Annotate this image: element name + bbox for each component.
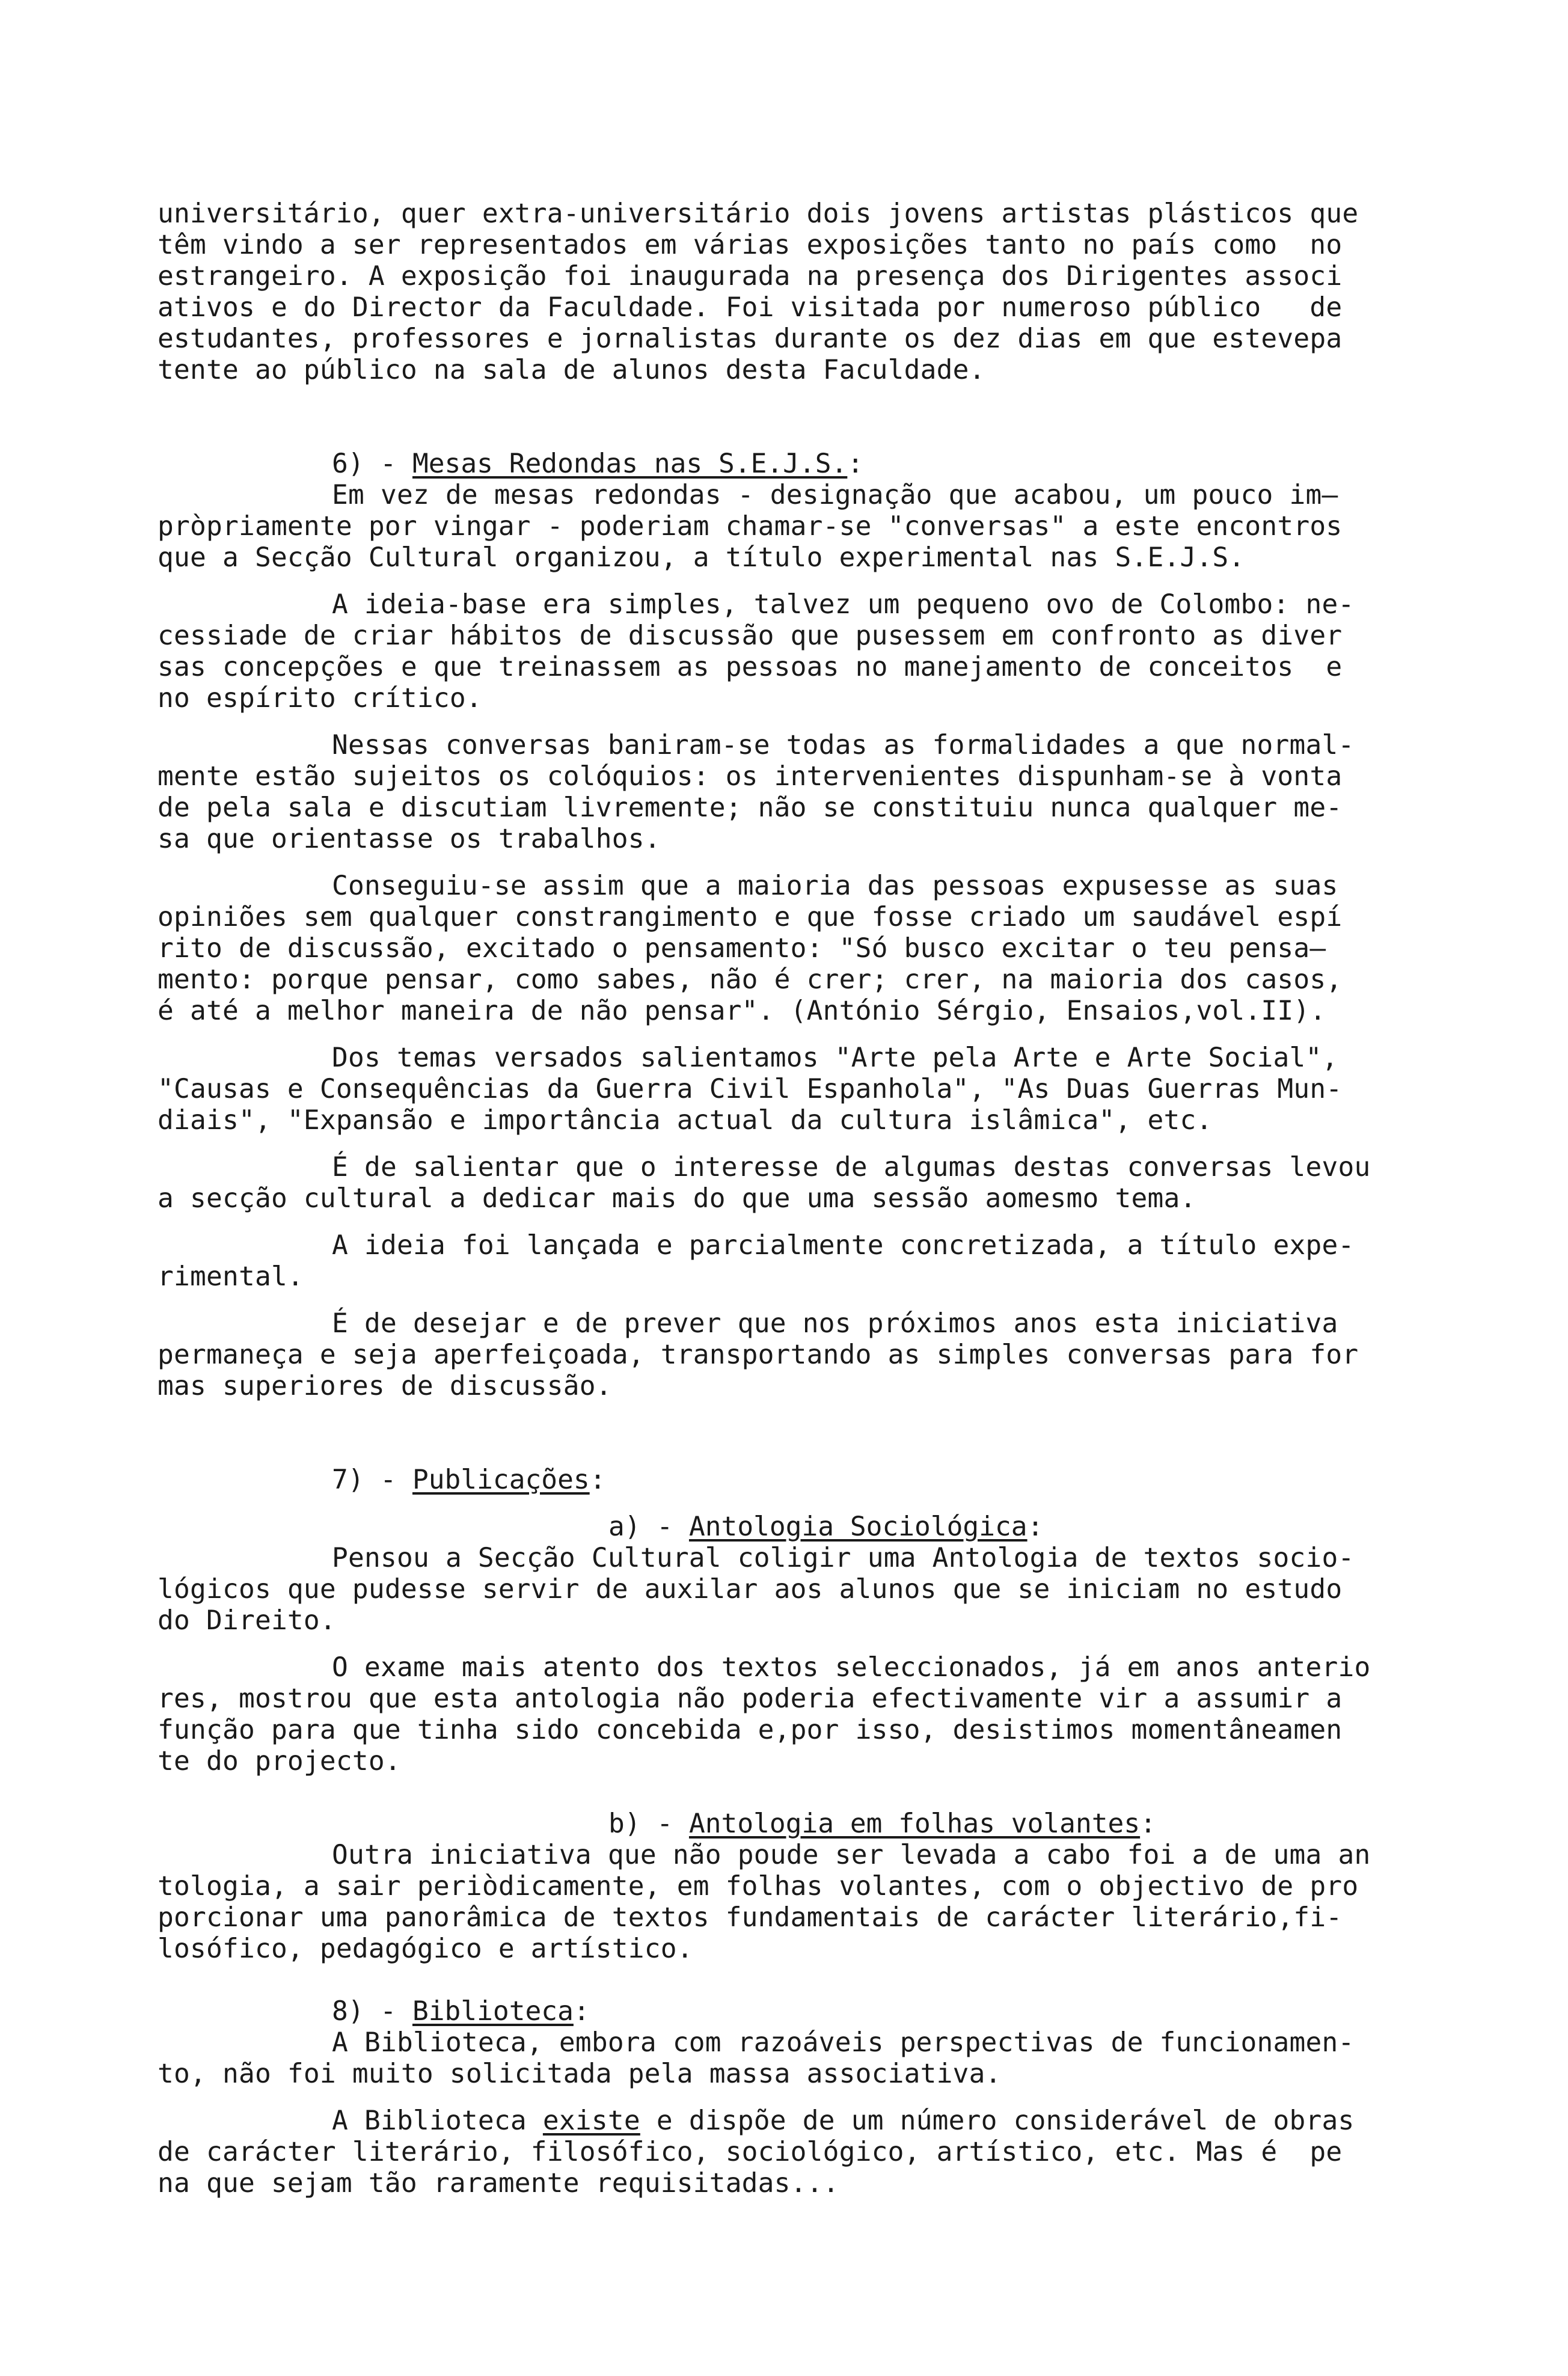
heading-colon: : bbox=[573, 1996, 590, 2027]
text-line: é até a melhor maneira de não pensar". (António Sérgio, Ensaios,vol.II). bbox=[158, 996, 1326, 1026]
paragraph bbox=[158, 1152, 1468, 1214]
text-line: res, mostrou que esta antologia não poderia efectivamente vir a assumir a bbox=[158, 1683, 1343, 1714]
text-line: do Direito. bbox=[158, 1605, 336, 1636]
text-line: no espírito crítico. bbox=[158, 683, 482, 714]
text-line: mas superiores de discussão. bbox=[158, 1371, 612, 1401]
text-line: estudantes, professores e jornalistas durante os dez dias em que estevepa bbox=[158, 323, 1343, 354]
heading-colon: : bbox=[1027, 1511, 1044, 1542]
text-line: mente estão sujeitos os colóquios: os intervenientes dispunham-se à vonta bbox=[158, 761, 1343, 792]
text-line: Dos temas versados salientamos "Arte pela Arte e Arte Social", bbox=[332, 1043, 1338, 1073]
text-line: sas concepções e que treinassem as pessoas no manejamento de conceitos e bbox=[158, 652, 1343, 682]
subsection-number: b) - bbox=[608, 1808, 689, 1839]
paragraph bbox=[158, 2105, 1468, 2199]
heading-colon: : bbox=[1140, 1808, 1156, 1839]
paragraph bbox=[158, 1043, 1468, 1136]
paragraph bbox=[158, 1308, 1468, 1402]
text-line: diais", "Expansão e importância actual da cultura islâmica", etc. bbox=[158, 1105, 1213, 1136]
underlined-word: existe bbox=[542, 2105, 640, 2136]
text-line: te do projecto. bbox=[158, 1746, 401, 1777]
subsection-b-heading bbox=[158, 1808, 1468, 1840]
text-line: cessiade de criar hábitos de discussão que pusessem em confronto as diver bbox=[158, 620, 1343, 651]
text-line: A ideia-base era simples, talvez um pequeno ovo de Colombo: ne- bbox=[332, 589, 1355, 620]
text-line: permaneça e seja aperfeiçoada, transportando as simples conversas para for bbox=[158, 1340, 1359, 1370]
text-line: função para que tinha sido concebida e,por isso, desistimos momentâneamen bbox=[158, 1715, 1343, 1745]
text-line: porcionar uma panorâmica de textos fundamentais de carácter literário,fi- bbox=[158, 1902, 1343, 1933]
document-page bbox=[158, 198, 1468, 2199]
section-title: Publicações bbox=[412, 1465, 590, 1495]
text-line: A ideia foi lançada e parcialmente concretizada, a título expe- bbox=[332, 1230, 1355, 1261]
text-line: tologia, a sair periòdicamente, em folhas volantes, com o objectivo de pro bbox=[158, 1871, 1359, 1902]
text-fragment: e dispõe de um número considerável de obras bbox=[640, 2105, 1355, 2136]
text-line: têm vindo a ser representados em várias exposições tanto no país como no bbox=[158, 230, 1343, 260]
section-6 bbox=[158, 449, 1468, 1402]
subsection-title: Antologia em folhas volantes bbox=[688, 1808, 1141, 1839]
text-line: estrangeiro. A exposição foi inaugurada na presença dos Dirigentes associ bbox=[158, 261, 1343, 292]
text-line: O exame mais atento dos textos seleccionados, já em anos anterio bbox=[332, 1652, 1371, 1683]
paragraph bbox=[158, 480, 1468, 574]
text-line: Pensou a Secção Cultural coligir uma Antologia de textos socio- bbox=[332, 1543, 1355, 1573]
paragraph bbox=[158, 1652, 1468, 1777]
section-title: Biblioteca bbox=[412, 1996, 574, 2027]
text-line: "Causas e Consequências da Guerra Civil Espanhola", "As Duas Guerras Mun- bbox=[158, 1074, 1343, 1104]
text-line: que a Secção Cultural organizou, a título experimental nas S.E.J.S. bbox=[158, 542, 1245, 573]
text-line bbox=[158, 2105, 1468, 2137]
text-line: Outra iniciativa que não poude ser levada a cabo foi a de uma an bbox=[332, 1840, 1371, 1870]
text-line: de pela sala e discutiam livremente; não se constituiu nunca qualquer me- bbox=[158, 792, 1343, 823]
text-line: rimental. bbox=[158, 1261, 304, 1292]
intro-paragraph bbox=[158, 198, 1468, 386]
text-line: losófico, pedagógico e artístico. bbox=[158, 1934, 693, 1964]
text-line: ativos e do Director da Faculdade. Foi visitada por numeroso público de bbox=[158, 292, 1343, 323]
text-line: É de desejar e de prever que nos próximos anos esta iniciativa bbox=[332, 1308, 1338, 1339]
section-7-heading bbox=[158, 1465, 1468, 1496]
text-line: de carácter literário, filosófico, sociológico, artístico, etc. Mas é pe bbox=[158, 2137, 1343, 2167]
text-line: rito de discussão, excitado o pensamento: "Só busco excitar o teu pensa— bbox=[158, 933, 1326, 964]
paragraph bbox=[158, 1230, 1468, 1293]
text-line: sa que orientasse os trabalhos. bbox=[158, 824, 661, 854]
heading-colon: : bbox=[847, 449, 864, 479]
text-line: A Biblioteca, embora com razoáveis perspectivas de funcionamen- bbox=[332, 2027, 1355, 2058]
section-number: 6) - bbox=[332, 449, 412, 479]
section-7 bbox=[158, 1465, 1468, 1965]
text-line: pròpriamente por vingar - poderiam chamar-se "conversas" a este encontros bbox=[158, 511, 1343, 542]
section-8-heading bbox=[158, 1996, 1468, 2027]
text-line: Em vez de mesas redondas - designação que acabou, um pouco im— bbox=[332, 480, 1338, 510]
text-fragment: A Biblioteca bbox=[332, 2105, 543, 2136]
text-line: lógicos que pudesse servir de auxilar aos alunos que se iniciam no estudo bbox=[158, 1574, 1343, 1605]
subsection-title: Antologia Sociológica bbox=[688, 1511, 1027, 1542]
text-line: to, não foi muito solicitada pela massa associativa. bbox=[158, 2059, 1002, 2089]
section-number: 8) - bbox=[332, 1996, 412, 2027]
text-line: Conseguiu-se assim que a maioria das pessoas expusesse as suas bbox=[332, 871, 1338, 901]
subsection-a-heading bbox=[158, 1511, 1468, 1543]
text-line: opiniões sem qualquer constrangimento e que fosse criado um saudável espí bbox=[158, 902, 1343, 932]
paragraph bbox=[158, 1840, 1468, 1965]
paragraph bbox=[158, 2027, 1468, 2090]
section-title: Mesas Redondas nas S.E.J.S. bbox=[412, 449, 848, 479]
paragraph bbox=[158, 730, 1468, 855]
section-8 bbox=[158, 1996, 1468, 2199]
paragraph bbox=[158, 589, 1468, 714]
text-line: mento: porque pensar, como sabes, não é crer; crer, na maioria dos casos, bbox=[158, 964, 1343, 995]
text-line: Nessas conversas baniram-se todas as formalidades a que normal- bbox=[332, 730, 1355, 761]
heading-colon: : bbox=[589, 1465, 606, 1495]
subsection-number: a) - bbox=[608, 1511, 689, 1542]
text-line: a secção cultural a dedicar mais do que uma sessão aomesmo tema. bbox=[158, 1183, 1196, 1214]
text-line: universitário, quer extra-universitário dois jovens artistas plásticos que bbox=[158, 198, 1359, 229]
paragraph bbox=[158, 871, 1468, 1027]
section-6-heading bbox=[158, 449, 1468, 480]
text-line: na que sejam tão raramente requisitadas... bbox=[158, 2168, 839, 2199]
paragraph bbox=[158, 1543, 1468, 1637]
section-number: 7) - bbox=[332, 1465, 412, 1495]
text-line: tente ao público na sala de alunos desta Faculdade. bbox=[158, 355, 985, 385]
text-line: É de salientar que o interesse de algumas destas conversas levou bbox=[332, 1152, 1371, 1183]
